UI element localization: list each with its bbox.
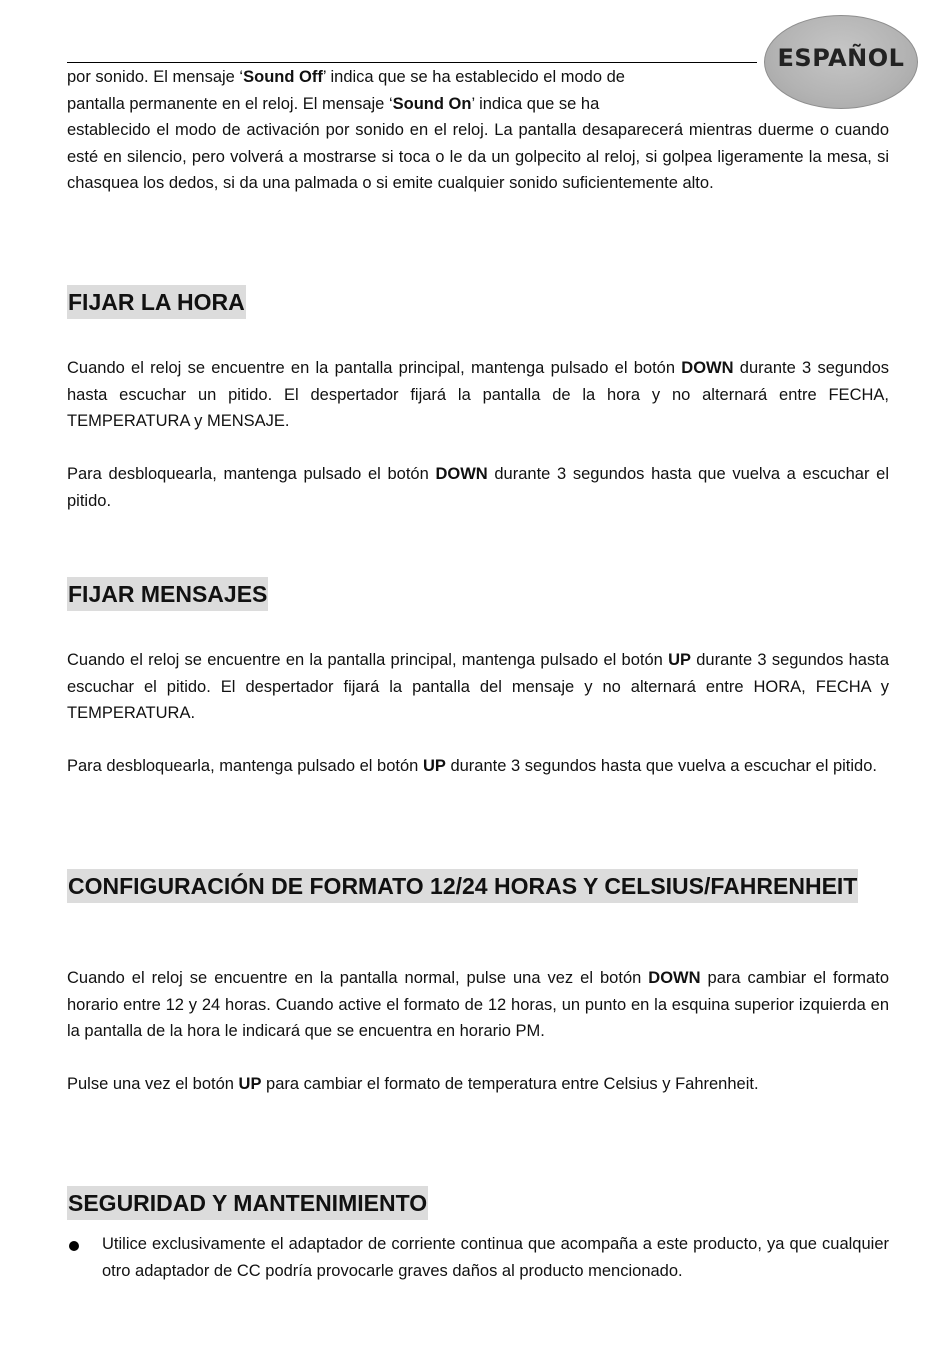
section-title-fijar-hora: FIJAR LA HORA — [67, 285, 246, 319]
intro-line-1: por sonido. El mensaje ‘Sound Off’ indica que se ha establecido el modo de — [67, 68, 625, 86]
down-button-label: DOWN — [648, 969, 701, 987]
section-title-fijar-mensajes: FIJAR MENSAJES — [67, 577, 268, 611]
hora-paragraph-1: Cuando el reloj se encuentre en la pantalla principal, mantenga pulsado el botón DOWN durante 3 segundos hasta escuchar un pitido. El despertador fijará la pantalla de la hora y no alternará entre FECHA, TEMPERATURA y MENSAJE. — [67, 359, 890, 430]
formato-paragraph-2: Pulse una vez el botón UP para cambiar el formato de temperatura entre Celsius y Fahrenheit. — [67, 1075, 759, 1093]
hora-paragraph-2: Para desbloquearla, mantenga pulsado el botón DOWN durante 3 segundos hasta que vuelva a escuchar el pitido. — [67, 465, 889, 510]
mensajes-paragraph-1: Cuando el reloj se encuentre en la pantalla principal, mantenga pulsado el botón UP durante 3 segundos hasta escuchar el pitido. El despertador fijará la pantalla del mensaje y no alternará entre HORA, FECHA y TEMPERATURA. — [67, 651, 889, 722]
intro-paragraph-rest: establecido el modo de activación por sonido en el reloj. La pantalla desaparecerá mientras duerme o cuando esté en silencio, pero volverá a mostrarse si toca o le da un golpecito al reloj, si golpea ligeramente la mesa, si chasquea los dedos, si da una palmada o si emite cualquier sonido suficientemente alto. — [67, 121, 889, 192]
up-button-label: UP — [238, 1075, 262, 1093]
up-button-label: UP — [668, 651, 691, 669]
formato-paragraph-1: Cuando el reloj se encuentre en la pantalla normal, pulse una vez el botón DOWN para cambiar el formato horario entre 12 y 24 horas. Cuando active el formato de 12 horas, un punto en la esquina superior izquierda en la pantalla de la hora le indicará que se encuentra en horario PM. — [67, 969, 889, 1040]
intro-line-2: pantalla permanente en el reloj. El mensaje ‘Sound On’ indica que se ha — [67, 94, 600, 113]
down-button-label: DOWN — [681, 359, 734, 377]
bullet-text: Utilice exclusivamente el adaptador de corriente continua que acompaña a este producto, ya que cualquier otro adaptador de CC podría provocarle graves daños al producto mencionado. — [102, 1235, 889, 1280]
intro-paragraph-top — [67, 64, 707, 117]
section-title-seguridad: SEGURIDAD Y MANTENIMIENTO — [67, 1186, 428, 1220]
sound-on-label: Sound On — [392, 94, 472, 113]
mensajes-paragraph-2: Para desbloquearla, mantenga pulsado el botón UP durante 3 segundos hasta que vuelva a escuchar el pitido. — [67, 757, 877, 775]
language-badge — [764, 15, 918, 109]
sound-off-label: Sound Off — [243, 68, 323, 86]
bullet-dot-icon — [69, 1241, 79, 1251]
header-rule — [67, 62, 757, 63]
up-button-label: UP — [422, 757, 446, 775]
language-badge-label: ESPAÑOL — [777, 44, 905, 72]
down-button-label: DOWN — [435, 465, 488, 483]
section-title-configuracion-formato: CONFIGURACIÓN DE FORMATO 12/24 HORAS Y CELSIUS/FAHRENHEIT — [67, 869, 858, 903]
